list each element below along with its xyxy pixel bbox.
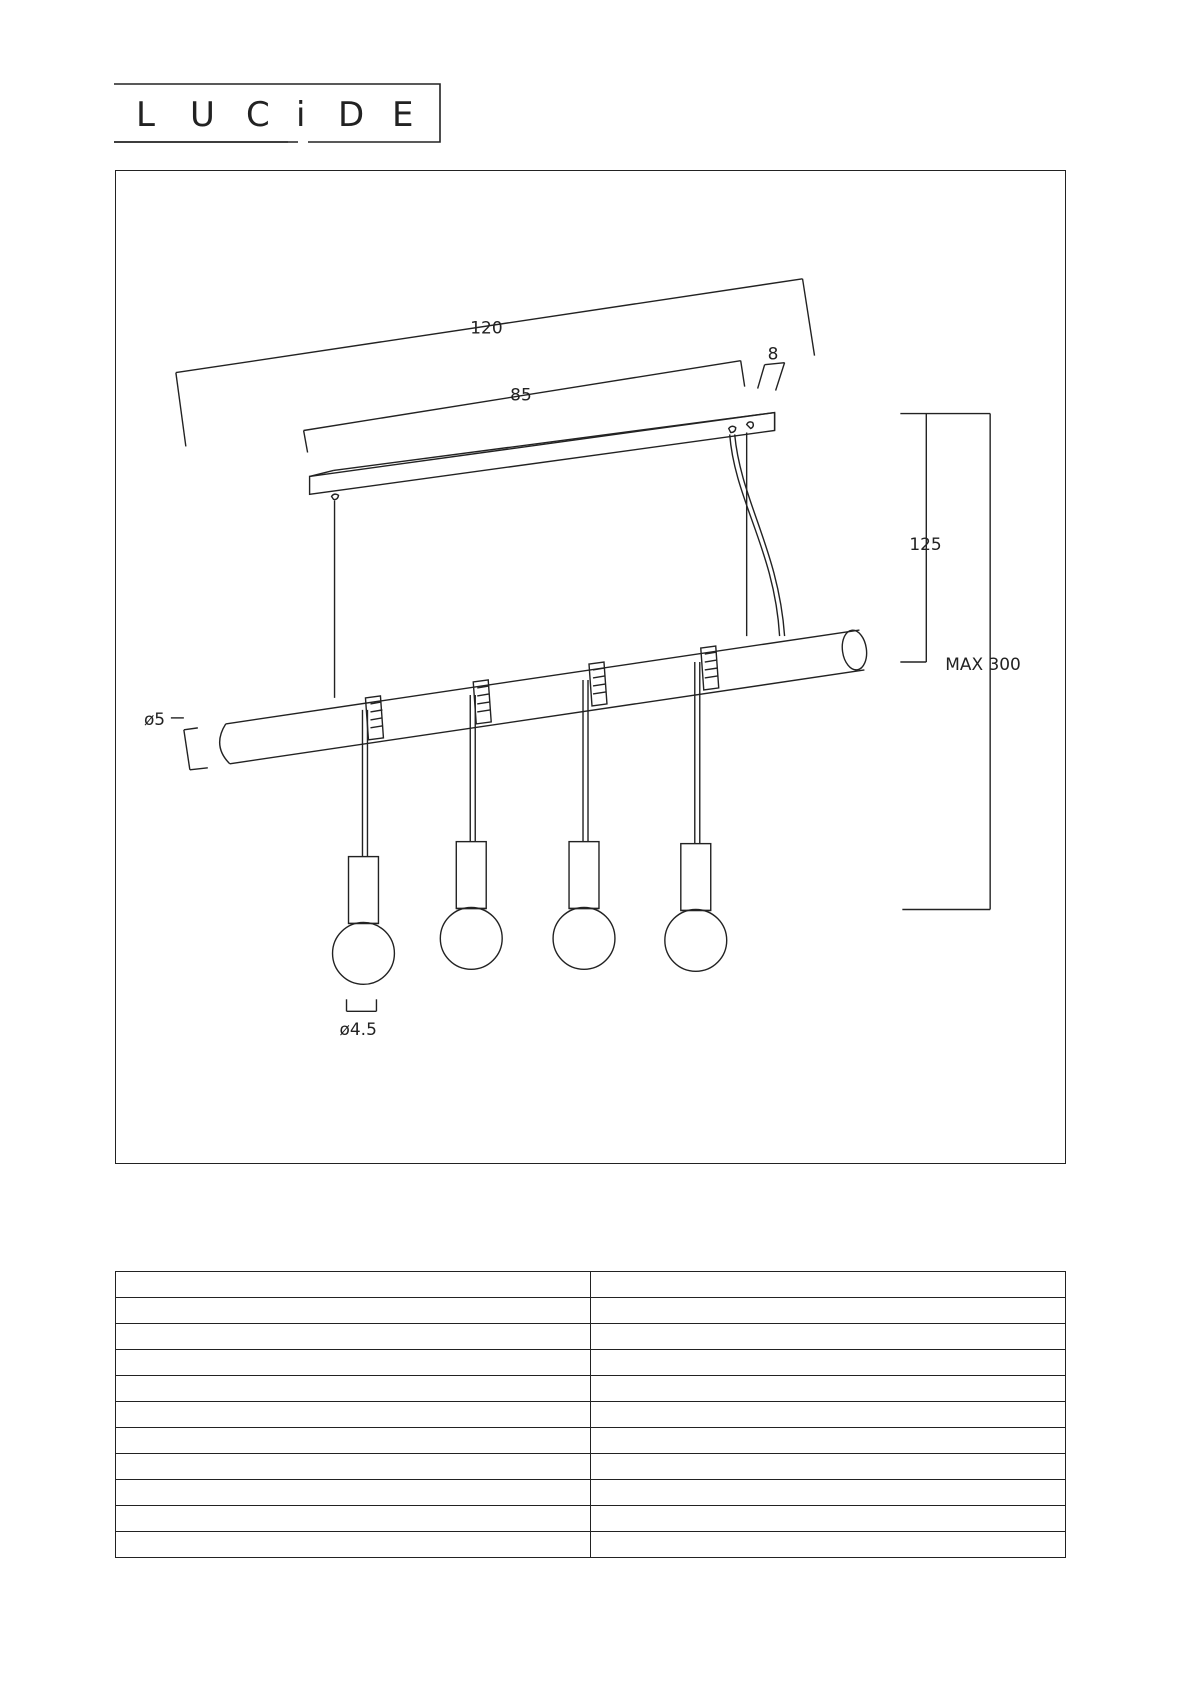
table-row — [116, 1324, 1066, 1350]
horizontal-tube — [220, 629, 869, 764]
pendant-light-2 — [440, 695, 502, 969]
spec-label-cell — [116, 1506, 591, 1532]
spec-label-cell — [116, 1350, 591, 1376]
logo-letter-c: C — [246, 95, 270, 135]
label-bulb-diameter: ø4.5 — [339, 1019, 377, 1040]
table-row — [116, 1376, 1066, 1402]
spec-table-body — [116, 1272, 1066, 1558]
spec-label-cell — [116, 1298, 591, 1324]
spec-value-cell — [591, 1428, 1066, 1454]
pendant-light-4 — [665, 662, 727, 971]
spec-value-cell — [591, 1532, 1066, 1558]
logo-letter-i: i — [296, 95, 306, 135]
lucide-logo — [112, 82, 442, 144]
table-row — [116, 1454, 1066, 1480]
pendant-lamp-diagram — [116, 171, 1065, 1163]
pendant-light-1 — [333, 710, 395, 984]
spec-label-cell — [116, 1402, 591, 1428]
spec-label-cell — [116, 1532, 591, 1558]
spec-value-cell — [591, 1350, 1066, 1376]
label-max-height: MAX 300 — [945, 653, 1021, 674]
table-row — [116, 1402, 1066, 1428]
table-row — [116, 1532, 1066, 1558]
logo-letter-l: L — [136, 95, 157, 135]
pendant-light-3 — [553, 680, 615, 969]
cable-wraps — [365, 646, 718, 740]
spec-label-cell — [116, 1324, 591, 1350]
logo-letter-e: E — [392, 95, 414, 135]
spec-label-cell — [116, 1454, 591, 1480]
spec-value-cell — [591, 1506, 1066, 1532]
table-row — [116, 1428, 1066, 1454]
spec-label-cell — [116, 1480, 591, 1506]
spec-value-cell — [591, 1480, 1066, 1506]
logo-letter-d: D — [338, 95, 365, 135]
dimension-total-length — [176, 279, 815, 447]
spec-value-cell — [591, 1376, 1066, 1402]
label-total-length: 120 — [470, 317, 503, 338]
dimension-canopy-length — [304, 361, 745, 453]
spec-value-cell — [591, 1402, 1066, 1428]
dimension-bulb-diameter — [347, 999, 377, 1011]
spec-label-cell — [116, 1428, 591, 1454]
spec-label-cell — [116, 1376, 591, 1402]
technical-drawing-frame — [115, 170, 1066, 1164]
ceiling-canopy — [310, 413, 775, 500]
table-row — [116, 1298, 1066, 1324]
table-row — [116, 1480, 1066, 1506]
spec-table — [115, 1271, 1066, 1558]
spec-value-cell — [591, 1298, 1066, 1324]
table-row — [116, 1506, 1066, 1532]
table-row — [116, 1272, 1066, 1298]
label-canopy-width: 8 — [767, 343, 779, 364]
spec-label-cell — [116, 1272, 591, 1298]
spec-value-cell — [591, 1454, 1066, 1480]
dimension-tube-diameter — [171, 718, 208, 770]
spec-value-cell — [591, 1324, 1066, 1350]
dimension-canopy-width — [758, 363, 785, 391]
label-tube-diameter: ø5 — [143, 708, 166, 729]
label-canopy-length: 85 — [510, 384, 532, 405]
spec-value-cell — [591, 1272, 1066, 1298]
table-row — [116, 1350, 1066, 1376]
label-min-height: 125 — [909, 534, 942, 555]
logo-letter-u: U — [190, 95, 215, 135]
